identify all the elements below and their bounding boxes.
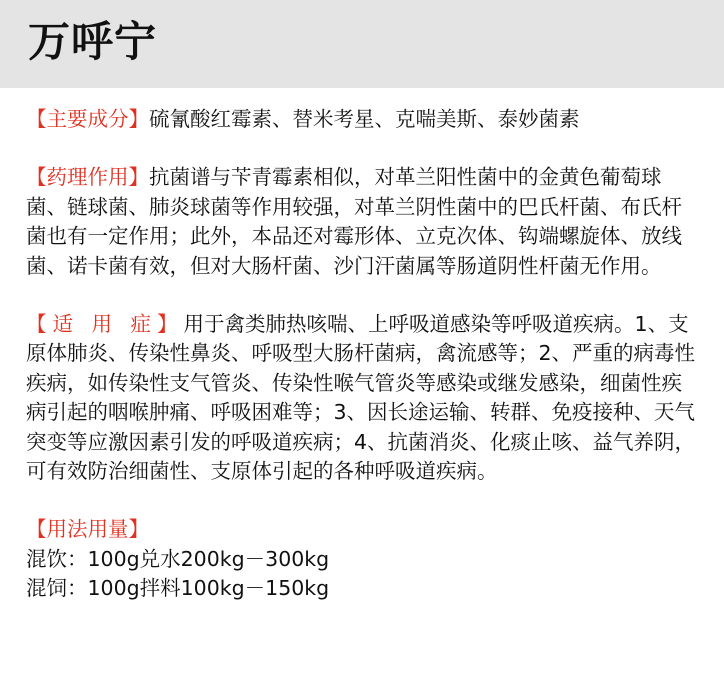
page-title: 万呼宁 (28, 17, 158, 66)
pharmacology-section (26, 163, 696, 281)
indications-label: 【适 用 症】 (26, 312, 184, 337)
ingredients-section (26, 105, 696, 134)
pharmacology-label: 【药理作用】 (26, 165, 149, 190)
usage-line-feed: 混饲：100g拌料100kg－150kg (26, 576, 330, 601)
indications-text: 用于禽类肺热咳喘、上呼吸道感染等呼吸道疾病。1、支原体肺炎、传染性鼻炎、呼吸型大肠杆菌病，禽流感等；2、严重的病毒性疾病，如传染性支气管炎、传染性喉气管炎等感染或继发感染，细菌性疾病引起的咽喉肿痛、呼吸困难等；3、因长途运输、转群、免疫接种、天气突变等应激因素引发的呼吸道疾病；4、抗菌消炎、化痰止咳、益气养阴，可有效防治细菌性、支原体引起的各种呼吸道疾病。 (26, 312, 696, 484)
product-description (26, 105, 696, 604)
indications-section (26, 310, 696, 486)
ingredients-label: 【主要成分】 (26, 107, 149, 131)
usage-line-drink: 混饮：100g兑水200kg－300kg (26, 546, 330, 571)
ingredients-text: 硫氰酸红霉素、替米考星、克喘美斯、泰妙菌素 (149, 107, 580, 131)
usage-section (26, 515, 696, 603)
pharmacology-text: 抗菌谱与苄青霉素相似，对革兰阳性菌中的金黄色葡萄球菌、链球菌、肺炎球菌等作用较强，对革兰阴性菌中的巴氏杆菌、布氏杆菌也有一定作用；此外，本品还对霉形体、立克次体、钩端螺旋体、放线菌、诺卡菌有效，但对大肠杆菌、沙门汗菌属等肠道阴性杆菌无作用。 (26, 165, 682, 278)
usage-label: 【用法用量】 (26, 517, 149, 542)
